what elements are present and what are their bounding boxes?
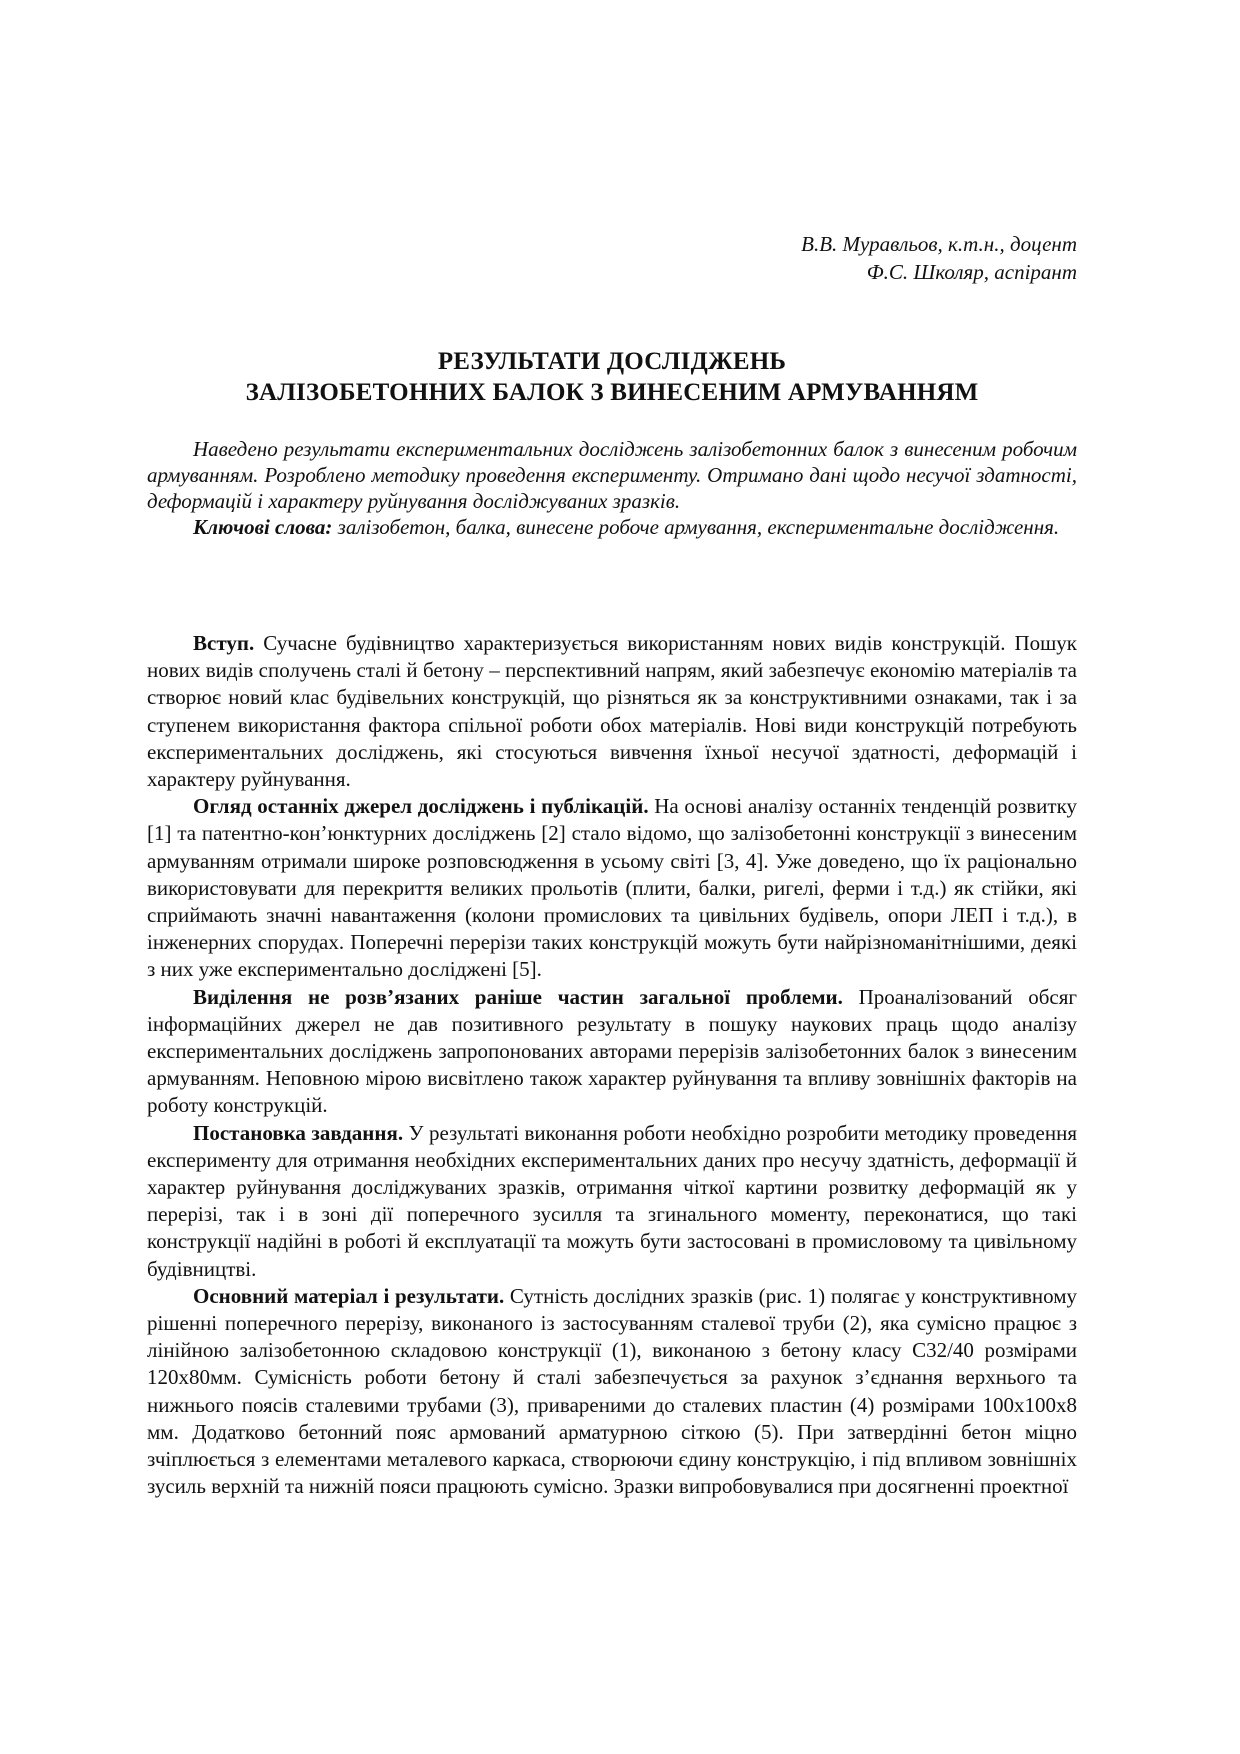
section-heading: Постановка завдання. <box>193 1120 404 1145</box>
section-main-material <box>147 1283 1077 1501</box>
abstract-block <box>147 436 1077 540</box>
section-text: У результаті виконання роботи необхідно розробити методику проведення експерименту для отримання необхідних експериментальних даних про несучу здатність, деформації й характер руйнування досліджуваних зразків, отримання чіткої картини розвитку деформацій як у перерізі, так і в зоні дії поперечного зусилля та згинального моменту, переконатися, що такі конструкції надійні в роботі й експлуатації та можуть бути застосовані в промисловому та цивільному будівництві. <box>147 1120 1077 1281</box>
section-heading: Основний матеріал і результати. <box>193 1283 505 1308</box>
section-heading: Вступ. <box>193 631 255 655</box>
author-2: Ф.С. Школяр, аспірант <box>866 260 1077 284</box>
section-unsolved-problems <box>147 984 1077 1120</box>
section-literature-review <box>147 793 1077 983</box>
section-heading: Виділення не розв’язаних раніше частин загальної проблеми. <box>193 984 843 1009</box>
section-text: Сучасне будівництво характеризується використанням нових видів конструкцій. Пошук нових видів сполучень сталі й бетону – перспективний напрям, який забезпечує економію матеріалів та створює новий клас будівельних конструкцій, що різняться як за конструктивними ознаками, так і за ступенем використання фактора спільної роботи обох матеріалів. Нові види конструкцій потребують експериментальних досліджень, які стосуються вивчення їхньої несучої здатності, деформацій і характеру руйнування. <box>147 631 1077 792</box>
title-line-2: ЗАЛІЗОБЕТОННИХ БАЛОК З ВИНЕСЕНИМ АРМУВАННЯМ <box>245 379 979 406</box>
keywords-paragraph <box>147 514 1077 540</box>
title-line-1: РЕЗУЛЬТАТИ ДОСЛІДЖЕНЬ <box>437 348 787 375</box>
section-text: На основі аналізу останніх тенденцій розвитку [1] та патентно-кон’юнктурних досліджень [2] стало відомо, що залізобетонні конструкції з винесеним армуванням отримали широке розповсюдження в усьому світі [3, 4]. Уже доведено, що їх раціонально використовувати для перекриття великих прольотів (плити, балки, ригелі, ферми і т.д.) як стійки, які сприймають значні навантаження (колони промислових та цивільних будівель, опори ЛЕП і т.д.), в інженерних спорудах. Поперечні перерізи таких конструкцій можуть бути найрізноманітнішими, деякі з них уже експериментально досліджені [5]. <box>147 794 1077 982</box>
section-text: Сутність дослідних зразків (рис. 1) полягає у конструктивному рішенні поперечного перерізу, виконаного із застосуванням сталевої труби (2), яка сумісно працює з лінійною залізобетонною складовою конструкції (1), виконаною з бетону класу С32/40 розмірами 120х80мм. Сумісність роботи бетону й сталі забезпечується за рахунок з’єднання верхнього та нижнього поясів сталевими трубами (3), привареними до сталевих пластин (4) розмірами 100х100х8 мм. Додатково бетонний пояс армований арматурною сіткою (5). При затвердінні бетон міцно зчіплюється з елементами металевого каркаса, створюючи єдину конструкцію, і під впливом зовнішніх зусиль верхній та нижній пояси працюють сумісно. Зразки випробовувалися при досягненні проектної <box>147 1283 1077 1499</box>
paper-title <box>147 346 1077 408</box>
section-problem-statement <box>147 1120 1077 1283</box>
section-heading: Огляд останніх джерел досліджень і публікацій. <box>193 794 649 819</box>
section-introduction <box>147 630 1077 793</box>
abstract-text: Наведено результати експериментальних досліджень залізобетонних балок з винесеним робочим армуванням. Розроблено методику проведення експерименту. Отримано дані щодо несучої здатності, деформацій і характеру руйнування досліджуваних зразків. <box>147 437 1077 513</box>
section-text: Проаналізований обсяг інформаційних джерел не дав позитивного результату в пошуку наукових праць щодо аналізу експериментальних досліджень запропонованих авторами перерізів залізобетонних балок з винесеним армуванням. Неповною мірою висвітлено також характер руйнування та впливу зовнішніх факторів на роботу конструкцій. <box>147 984 1078 1118</box>
keywords-label: Ключові слова: <box>193 515 333 539</box>
author-1: В.В. Муравльов, к.т.н., доцент <box>801 232 1077 256</box>
authors-block <box>477 230 1077 286</box>
body-text <box>147 630 1077 1501</box>
keywords-text: залізобетон, балка, винесене робоче армування, експериментальне дослідження. <box>332 515 1060 539</box>
